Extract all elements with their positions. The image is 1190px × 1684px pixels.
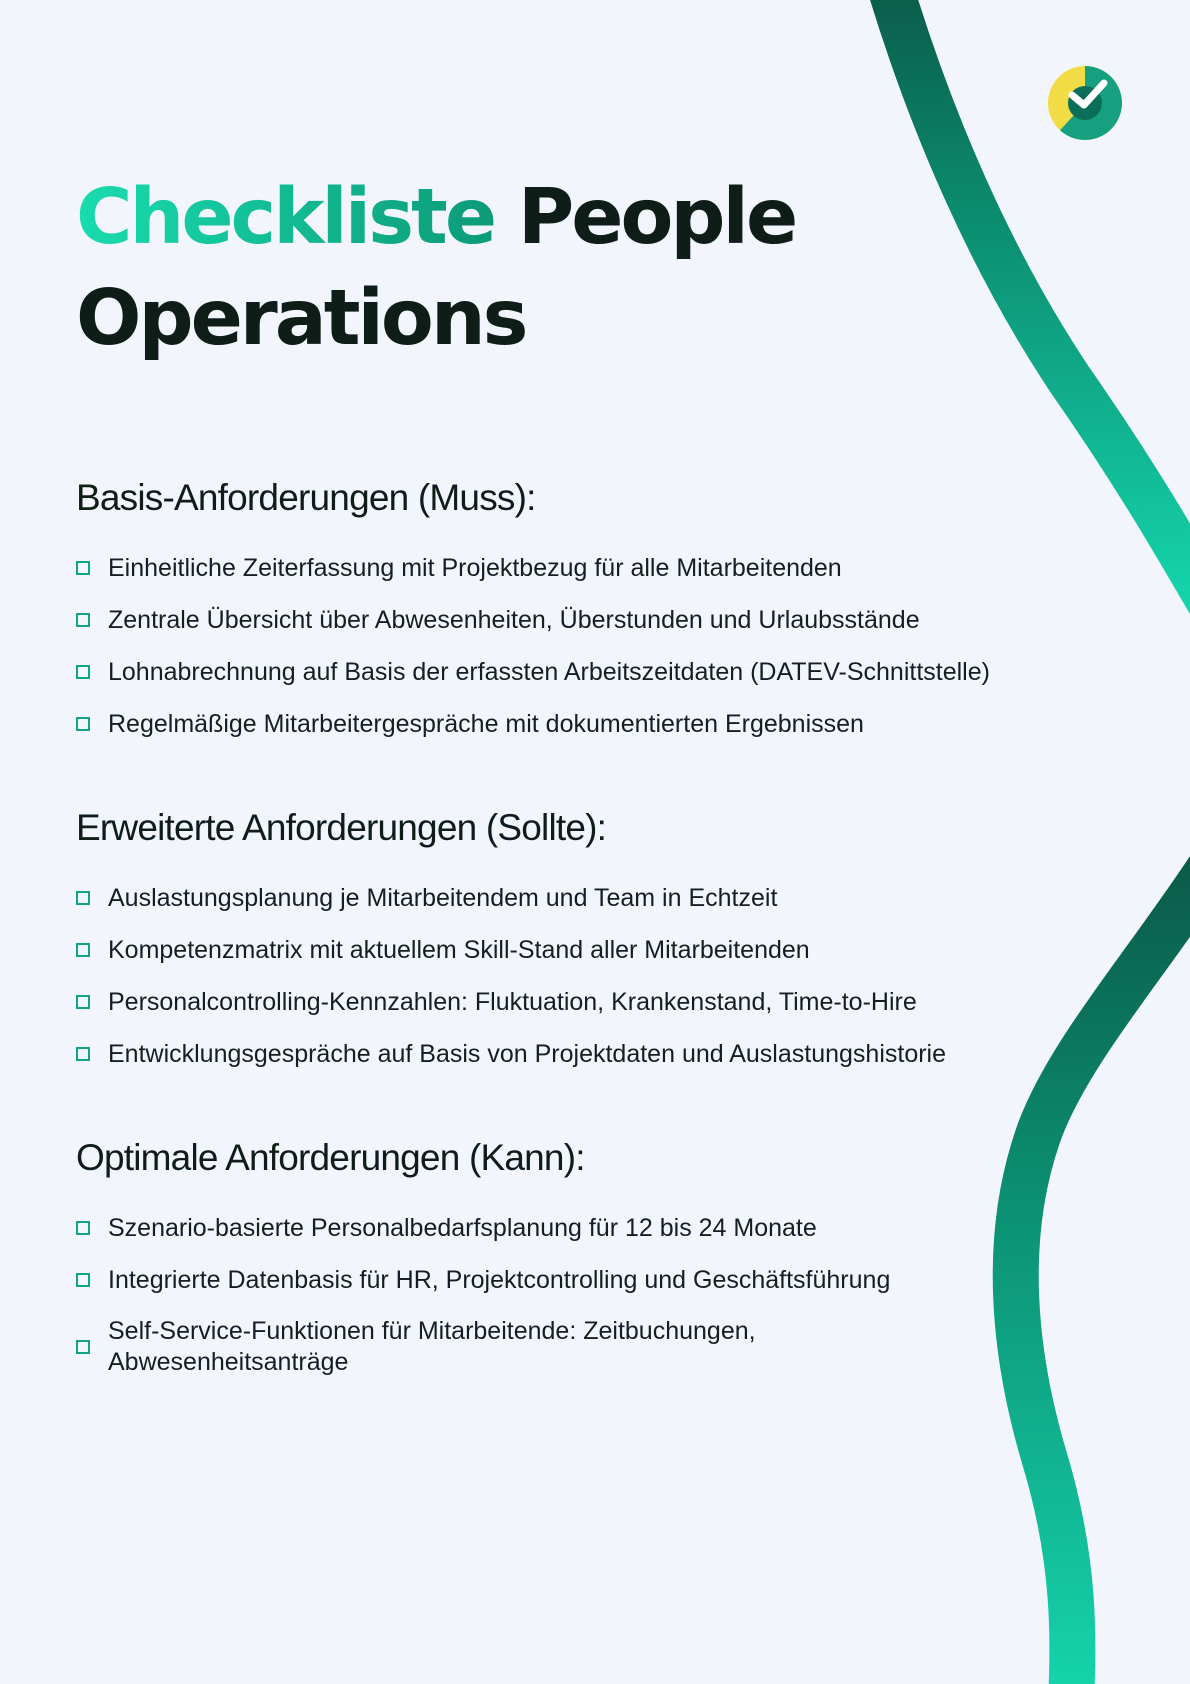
checklist-item[interactable] [76,1212,1076,1244]
checklist-item-label: Zentrale Übersicht über Abwesenheiten, Überstunden und Urlaubsstände [108,606,920,634]
title-rest: People [517,173,796,262]
section-heading: Optimale Anforderungen (Kann): [76,1137,585,1178]
checkbox-icon[interactable] [76,1047,90,1061]
checklist [76,1212,1076,1398]
checklist-item[interactable] [76,882,1076,914]
checklist-item[interactable] [76,656,1076,688]
checkbox-icon[interactable] [76,1273,90,1287]
checklist-item[interactable] [76,604,1076,636]
checkbox-icon[interactable] [76,1221,90,1235]
checklist-item[interactable] [76,1264,1076,1296]
checkbox-icon[interactable] [76,613,90,627]
section-heading: Basis-Anforderungen (Muss): [76,477,536,518]
checklist-item-label: Self-Service-Funktionen für Mitarbeitende: Zeitbuchungen, Abwesenheitsanträge [108,1317,756,1376]
section-heading: Erweiterte Anforderungen (Sollte): [76,807,607,848]
checklist-item-label: Integrierte Datenbasis für HR, Projektcontrolling und Geschäftsführung [108,1266,891,1294]
checkbox-icon[interactable] [76,717,90,731]
clock-check-icon [1047,65,1123,141]
checklist [76,882,1076,1090]
checkbox-icon[interactable] [76,665,90,679]
checklist [76,552,1076,760]
checklist-item[interactable] [76,1038,1076,1070]
checklist-item[interactable] [76,934,1076,966]
section-optimal [76,1136,1076,1376]
checklist-item-label: Kompetenzmatrix mit aktuellem Skill-Stand aller Mitarbeitenden [108,936,810,964]
checklist-item-label: Szenario-basierte Personalbedarfsplanung für 12 bis 24 Monate [108,1214,817,1242]
checkbox-icon[interactable] [76,561,90,575]
page-title [76,167,956,369]
checklist-item-label: Personalcontrolling-Kennzahlen: Fluktuation, Krankenstand, Time-to-Hire [108,988,917,1016]
checkbox-icon[interactable] [76,891,90,905]
checklist-item-label: Regelmäßige Mitarbeitergespräche mit dokumentierten Ergebnissen [108,710,864,738]
checklist-item-label: Auslastungsplanung je Mitarbeitendem und Team in Echtzeit [108,884,778,912]
title-highlight: Checkliste [76,173,495,262]
checklist-item-label: Einheitliche Zeiterfassung mit Projektbezug für alle Mitarbeitenden [108,554,842,582]
checkbox-icon[interactable] [76,943,90,957]
title-line2: Operations [76,274,526,363]
checklist-item[interactable] [76,1316,868,1378]
checklist-item-label: Lohnabrechnung auf Basis der erfassten Arbeitszeitdaten (DATEV-Schnittstelle) [108,658,990,686]
checkbox-icon[interactable] [76,995,90,1009]
checklist-item[interactable] [76,708,1076,740]
section-basis [76,476,1076,738]
checklist-item-label: Entwicklungsgespräche auf Basis von Projektdaten und Auslastungshistorie [108,1040,947,1068]
checklist-item[interactable] [76,552,1076,584]
section-erweitert [76,806,1076,1068]
checkbox-icon[interactable] [76,1340,90,1354]
checklist-item[interactable] [76,986,1076,1018]
